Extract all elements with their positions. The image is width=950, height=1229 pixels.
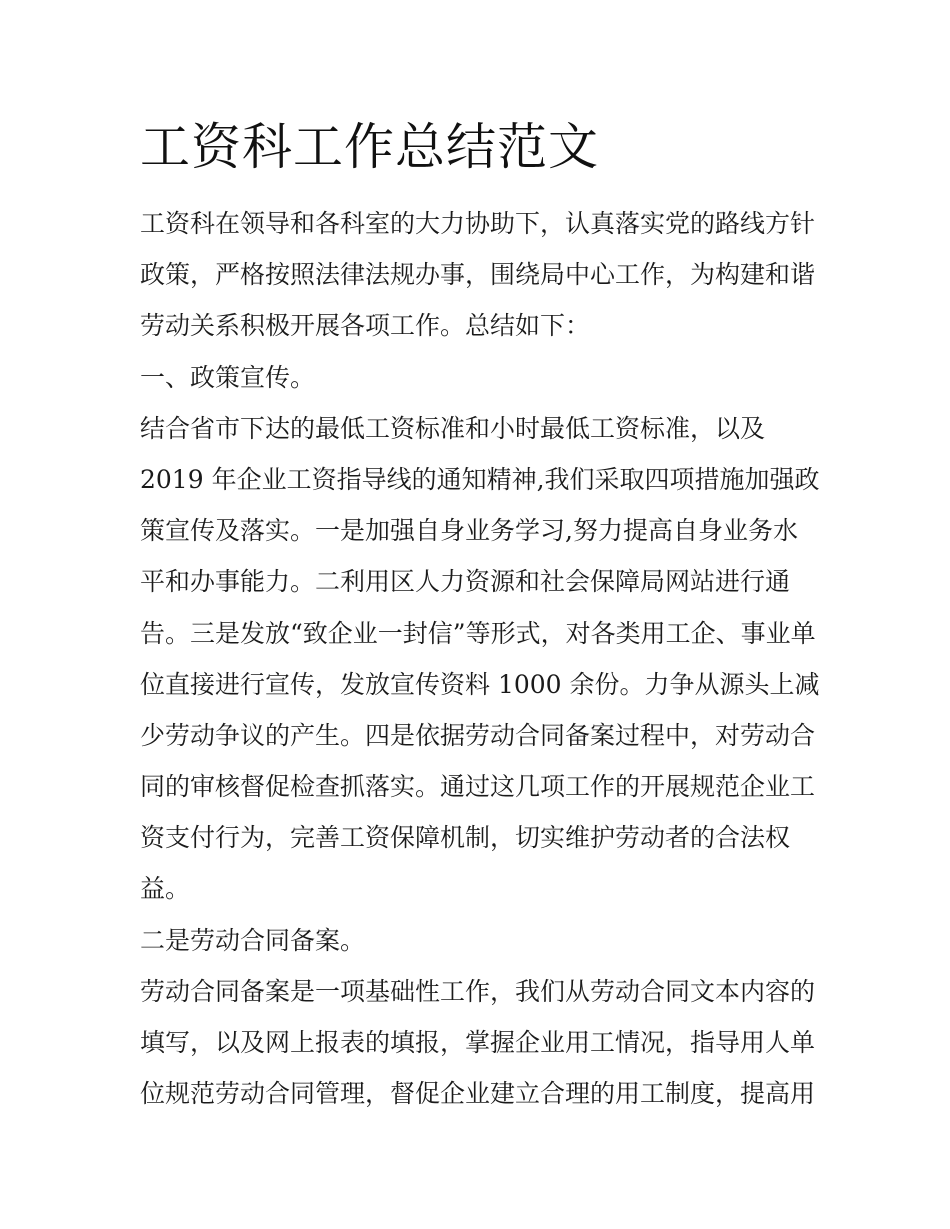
body-line-6: 2019 年企业工资指导线的通知精神,我们采取四项措施加强政: [140, 464, 820, 494]
document-title: 工资科工作总结范文: [140, 118, 599, 176]
section-heading-1: 一、政策宣传。: [140, 362, 316, 392]
body-line-11: 少劳动争议的产生。四是依据劳动合同备案过程中，对劳动合: [140, 720, 816, 750]
body-line-8: 平和办事能力。二利用区人力资源和社会保障局网站进行通: [140, 567, 791, 597]
body-line-9: 告。三是发放“致企业一封信”等形式，对各类用工企、事业单: [140, 618, 816, 648]
body-line-2: 政策，严格按照法律法规办事，围绕局中心工作，为构建和谐: [140, 260, 816, 290]
body-line-13: 资支付行为，完善工资保障机制，切实维护劳动者的合法权: [140, 823, 791, 853]
body-line-14: 益。: [140, 874, 191, 904]
body-line-17: 填写，以及网上报表的填报，掌握企业用工情况，指导用人单: [140, 1028, 816, 1057]
document-body: [140, 198, 840, 1119]
body-line-10: 位直接进行宣传，发放宣传资料 1000 余份。力争从源头上减: [140, 669, 820, 699]
body-line-18: 位规范劳动合同管理，督促企业建立合理的用工制度，提高用: [140, 1079, 816, 1109]
body-line-16: 劳动合同备案是一项基础性工作，我们从劳动合同文本内容的: [140, 976, 816, 1006]
body-line-1: 工资科在领导和各科室的大力协助下，认真落实党的路线方针: [140, 209, 816, 238]
body-line-3: 劳动关系积极开展各项工作。总结如下：: [140, 311, 591, 341]
section-heading-2: 二是劳动合同备案。: [140, 925, 366, 955]
body-line-5: 结合省市下达的最低工资标准和小时最低工资标准，以及: [140, 413, 766, 443]
body-line-7: 策宣传及落实。一是加强自身业务学习,努力提高自身业务水: [140, 516, 798, 546]
body-line-12: 同的审核督促检查抓落实。通过这几项工作的开展规范企业工: [140, 772, 816, 802]
